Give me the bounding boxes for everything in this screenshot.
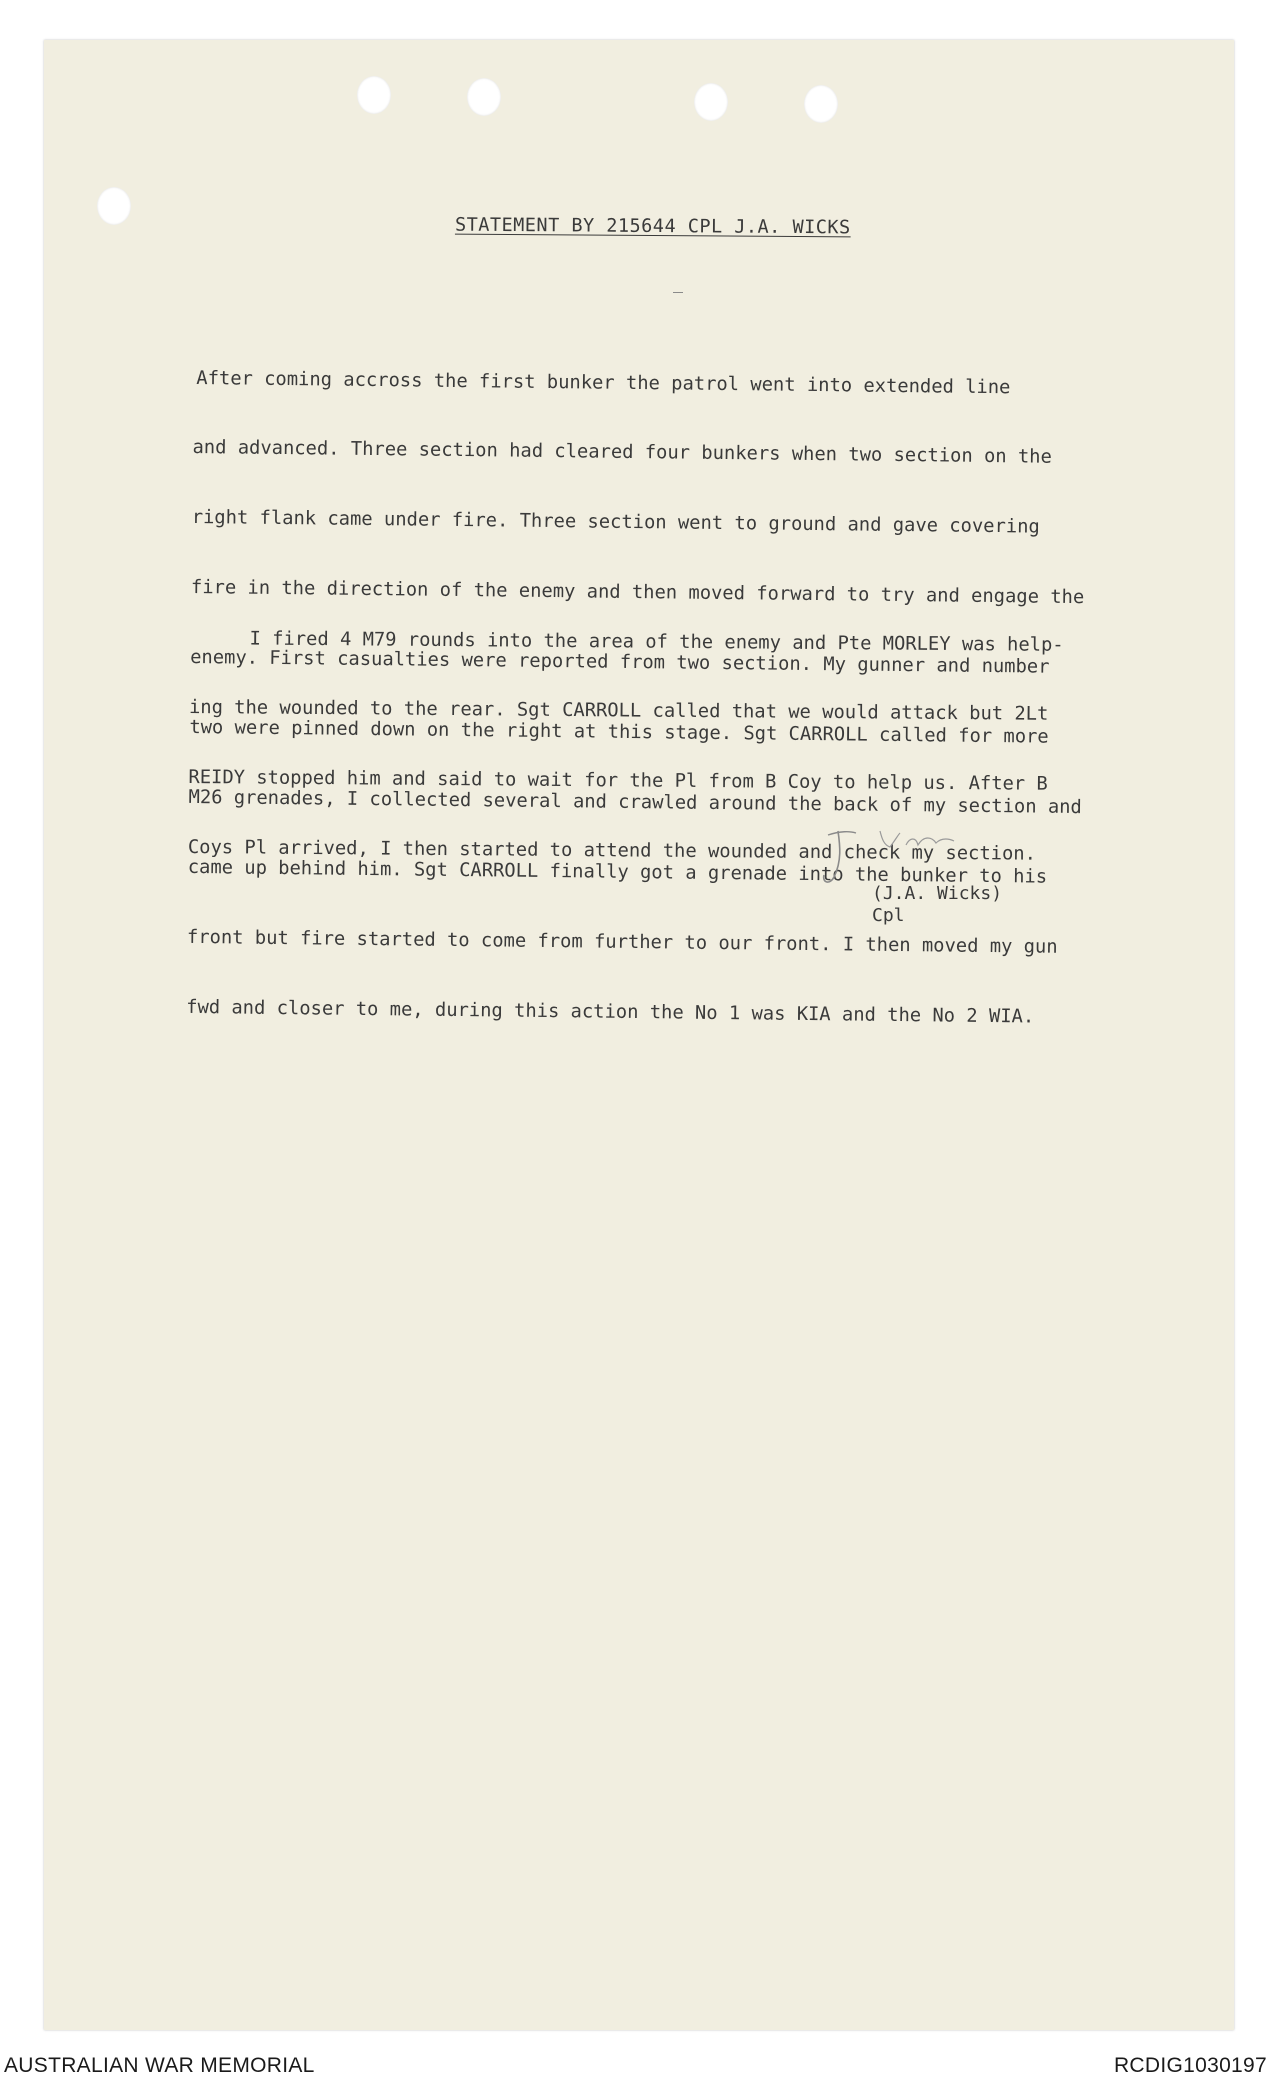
text-line: ing the wounded to the rear. Sgt CARROLL called that we would attack but 2Lt: [188, 697, 1049, 726]
text-line: right flank came under fire. Three section went to ground and gave covering: [191, 507, 1040, 538]
text-line: two were pinned down on the right at this stage. Sgt CARROLL called for more: [189, 716, 1049, 748]
footer-reference: RCDIG1030197: [1113, 2054, 1267, 2077]
punch-hole: [97, 187, 131, 225]
signatory-name: (J.A. Wicks): [872, 883, 1003, 904]
punch-hole: [357, 76, 391, 114]
signatory-rank: Cpl: [872, 905, 905, 926]
text-line: enemy. First casualties were reported from two section. My gunner and number: [190, 647, 1050, 678]
text-line: Coys Pl arrived, I then started to attend the wounded and check my section.: [187, 837, 1037, 865]
footer-institution: AUSTRALIAN WAR MEMORIAL: [4, 2054, 315, 2077]
stray-mark: [673, 292, 683, 293]
punch-hole: [694, 83, 728, 121]
text-line: front but fire started to come from further to our front. I then moved my gun: [186, 926, 1058, 958]
text-line: fire in the direction of the enemy and then moved forward to try and engage the: [190, 577, 1085, 609]
text-line: M26 grenades, I collected several and crawled around the back of my section and: [188, 786, 1082, 819]
text-line: fwd and closer to me, during this action the No 1 was KIA and the No 2 WIA.: [186, 996, 1035, 1028]
text-line: came up behind him. Sgt CARROLL finally got a grenade into the bunker to his: [187, 856, 1048, 888]
punch-hole: [467, 78, 501, 116]
text-line: After coming accross the first bunker the patrol went into extended line: [196, 367, 1011, 398]
text-line: and advanced. Three section had cleared four bunkers when two section on the: [192, 437, 1052, 469]
document-title: STATEMENT BY 215644 CPL J.A. WICKS: [454, 214, 851, 239]
punch-hole: [804, 85, 838, 123]
text-line: REIDY stopped him and said to wait for the Pl from B Coy to help us. After B: [188, 767, 1048, 796]
text-line: I fired 4 M79 rounds into the area of the enemy and Pte MORLEY was help-: [249, 628, 1064, 656]
